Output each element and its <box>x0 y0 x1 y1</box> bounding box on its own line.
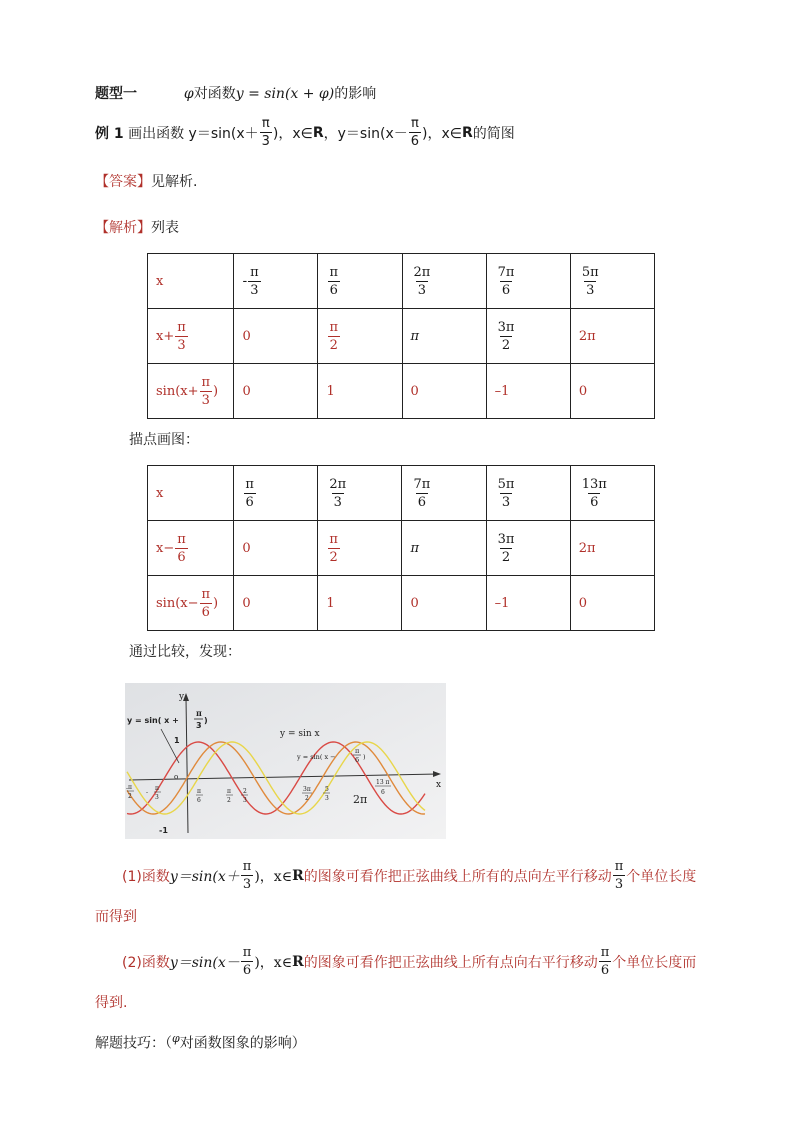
tick-label: π <box>128 784 132 791</box>
heading-formula: y = sin(x + φ) <box>235 86 335 102</box>
table-row <box>148 521 655 576</box>
table-cell: 2π <box>570 309 654 364</box>
table-cell: 0 <box>570 364 654 419</box>
table-cell: $\frac{5\pi}{3}$ <box>486 466 570 521</box>
label-mid: y = sin x <box>280 729 320 739</box>
conclusion-1-formula: y＝sin(x＋ <box>169 868 240 885</box>
table-cell: $\frac{7\pi}{6}$ <box>486 254 570 309</box>
sine-graph-photo <box>125 683 446 839</box>
example-text-c: ，y＝sin(x－ <box>323 125 408 142</box>
answer-tag: 【答案】 <box>95 174 151 190</box>
example-r2: R <box>461 124 473 141</box>
table-cell: 0 <box>234 364 318 419</box>
axis-y-label: y <box>179 692 185 702</box>
tick-label: - <box>146 789 149 796</box>
tips-text: 对函数图象的影响） <box>179 1035 306 1052</box>
value-table-1 <box>147 253 655 419</box>
table-cell: 0 <box>234 309 318 364</box>
tips-phi: φ <box>172 1032 180 1045</box>
table-cell: π <box>402 521 486 576</box>
tick-label: 3 <box>325 795 329 802</box>
table-cell: 0 <box>402 576 486 631</box>
y-neg-one-label: -1 <box>159 826 168 835</box>
conclusion-1-text2: 个单位长度 <box>626 868 697 885</box>
conclusion-1-shift: $\frac{\pi}{3}$ <box>614 859 624 892</box>
table-cell: $\frac{13\pi}{6}$ <box>570 466 654 521</box>
table-cell: $\frac{\pi}{2}$ <box>318 521 402 576</box>
conclusion-2-frac: $\frac{\pi}{6}$ <box>242 945 252 978</box>
tick-label: 2 <box>243 788 247 795</box>
label-left-den: 3 <box>196 721 202 730</box>
tick-label: - <box>126 785 129 792</box>
answer-line <box>95 171 197 191</box>
tick-label: 3 <box>155 794 159 801</box>
example-text-e: 的简图 <box>472 125 515 142</box>
conclusion-2-line2: 得到. <box>95 995 128 1011</box>
tick-label: 3 <box>243 797 247 804</box>
label-left-post: ) <box>204 716 208 725</box>
origin-label: o <box>174 773 179 781</box>
table-cell: $\frac{7\pi}{6}$ <box>402 466 486 521</box>
table-cell: $\frac{2\pi}{3}$ <box>402 254 486 309</box>
axis-x-label: x <box>436 780 442 790</box>
table-cell: $\frac{3\pi}{2}$ <box>486 521 570 576</box>
label-right-post: ) <box>363 753 366 761</box>
tick-label: 3π <box>303 786 311 793</box>
conclusion-2-formula: y＝sin(x－ <box>169 954 240 971</box>
conclusion-2 <box>122 946 696 977</box>
heading-text1: 对函数 <box>193 86 236 102</box>
heading-label: 题型一 <box>95 86 137 102</box>
example-label: 例 1 <box>95 125 124 142</box>
analysis-tag: 【解析】 <box>95 220 151 236</box>
example-frac-b: $\frac{\pi}{6}$ <box>410 116 420 149</box>
row-label-x: x <box>148 254 234 309</box>
table-cell: 0 <box>570 576 654 631</box>
heading-phi: φ <box>183 86 194 102</box>
example-statement <box>95 117 515 148</box>
table-cell: $\frac{2\pi}{3}$ <box>318 466 402 521</box>
table-cell: $\frac{\pi}{6}$ <box>234 466 318 521</box>
label-left-num: π <box>196 708 202 718</box>
conclusion-2-text2: 个单位长度而 <box>612 954 697 971</box>
table-cell: 0 <box>234 576 318 631</box>
table-cell: $\frac{3\pi}{2}$ <box>486 309 570 364</box>
example-text-b: )，x∈ <box>272 125 313 142</box>
table-cell: π <box>402 309 486 364</box>
conclusion-1 <box>122 860 696 891</box>
two-pi-label: 2π <box>353 793 368 806</box>
label-right-num: π <box>355 747 360 755</box>
heading-text2: 的影响 <box>334 86 377 102</box>
label-right-pre: y = sin( x − <box>297 753 336 761</box>
row-label-x: x <box>148 466 234 521</box>
table-row <box>148 254 655 309</box>
conclusion-2-shift: $\frac{\pi}{6}$ <box>600 945 610 978</box>
row-label-sin: sin(x+ $\frac{\pi}{3}$ ) <box>148 364 234 419</box>
conclusion-1-text: 的图象可看作把正弦曲线上所有的点向左平行移动 <box>303 868 612 885</box>
example-text-a: 画出函数 y＝sin(x＋ <box>128 125 259 142</box>
label-right-den: 6 <box>355 756 360 764</box>
table-cell: - $\frac{\pi}{3}$ <box>234 254 318 309</box>
tick-label: 13 π <box>376 779 390 786</box>
row-label-sin: sin(x− $\frac{\pi}{6}$ ) <box>148 576 234 631</box>
photo-background <box>125 683 446 839</box>
tick-label: 2 <box>227 797 231 804</box>
conclusion-1-r: R <box>292 867 304 884</box>
tick-label: 6 <box>381 789 385 796</box>
table-cell: –1 <box>486 364 570 419</box>
example-text-d: )，x∈ <box>422 125 462 142</box>
tick-label: π <box>155 785 159 792</box>
row-label-arg: x− $\frac{\pi}{6}$ <box>148 521 234 576</box>
table-cell: 1 <box>318 364 402 419</box>
tips-label: 解题技巧：（ <box>95 1035 172 1052</box>
conclusion-2-r: R <box>292 953 304 970</box>
table-cell: 1 <box>318 576 402 631</box>
tick-label: 2 <box>305 795 309 802</box>
example-frac-a: $\frac{\pi}{3}$ <box>261 116 270 149</box>
table-cell: $\frac{5\pi}{3}$ <box>570 254 654 309</box>
tick-label: π <box>227 788 231 795</box>
table-cell: 2π <box>570 521 654 576</box>
table-cell: –1 <box>486 576 570 631</box>
table-cell: 0 <box>402 364 486 419</box>
tick-label: 2 <box>128 793 132 800</box>
tick-label: 5 <box>325 786 329 793</box>
row-label-arg: x+ $\frac{\pi}{3}$ <box>148 309 234 364</box>
example-r1: R <box>312 124 324 141</box>
analysis-line <box>95 217 179 237</box>
tips-line <box>95 1032 306 1053</box>
sine-graph-svg <box>125 683 446 839</box>
conclusion-1-line2: 而得到 <box>95 909 137 925</box>
table-row <box>148 364 655 419</box>
conclusion-1-frac: $\frac{\pi}{3}$ <box>242 859 252 892</box>
label-left-pre: y = sin( x + <box>127 716 179 725</box>
analysis-text: 列表 <box>151 220 179 236</box>
value-table-2 <box>147 465 655 631</box>
conclusion-2-text: 的图象可看作把正弦曲线上所有点向右平行移动 <box>303 954 598 971</box>
table-cell: 0 <box>234 521 318 576</box>
tick-label: π <box>197 788 201 795</box>
conclusion-2-pre: (2)函数 <box>122 954 170 971</box>
table-cell: $\frac{\pi}{6}$ <box>318 254 402 309</box>
section-heading <box>95 83 376 103</box>
conclusion-1-post: )，x∈ <box>254 868 293 885</box>
y-one-label: 1 <box>174 736 180 745</box>
table-row <box>148 309 655 364</box>
conclusion-1-pre: (1)函数 <box>122 868 170 885</box>
tick-label: 6 <box>197 797 201 804</box>
answer-text: 见解析. <box>151 174 198 190</box>
table-row <box>148 466 655 521</box>
conclusion-2-post: )，x∈ <box>254 954 293 971</box>
compare-caption: 通过比较，发现： <box>129 644 241 660</box>
table-cell: $\frac{\pi}{2}$ <box>318 309 402 364</box>
plot-caption: 描点画图： <box>129 432 199 448</box>
table-row <box>148 576 655 631</box>
